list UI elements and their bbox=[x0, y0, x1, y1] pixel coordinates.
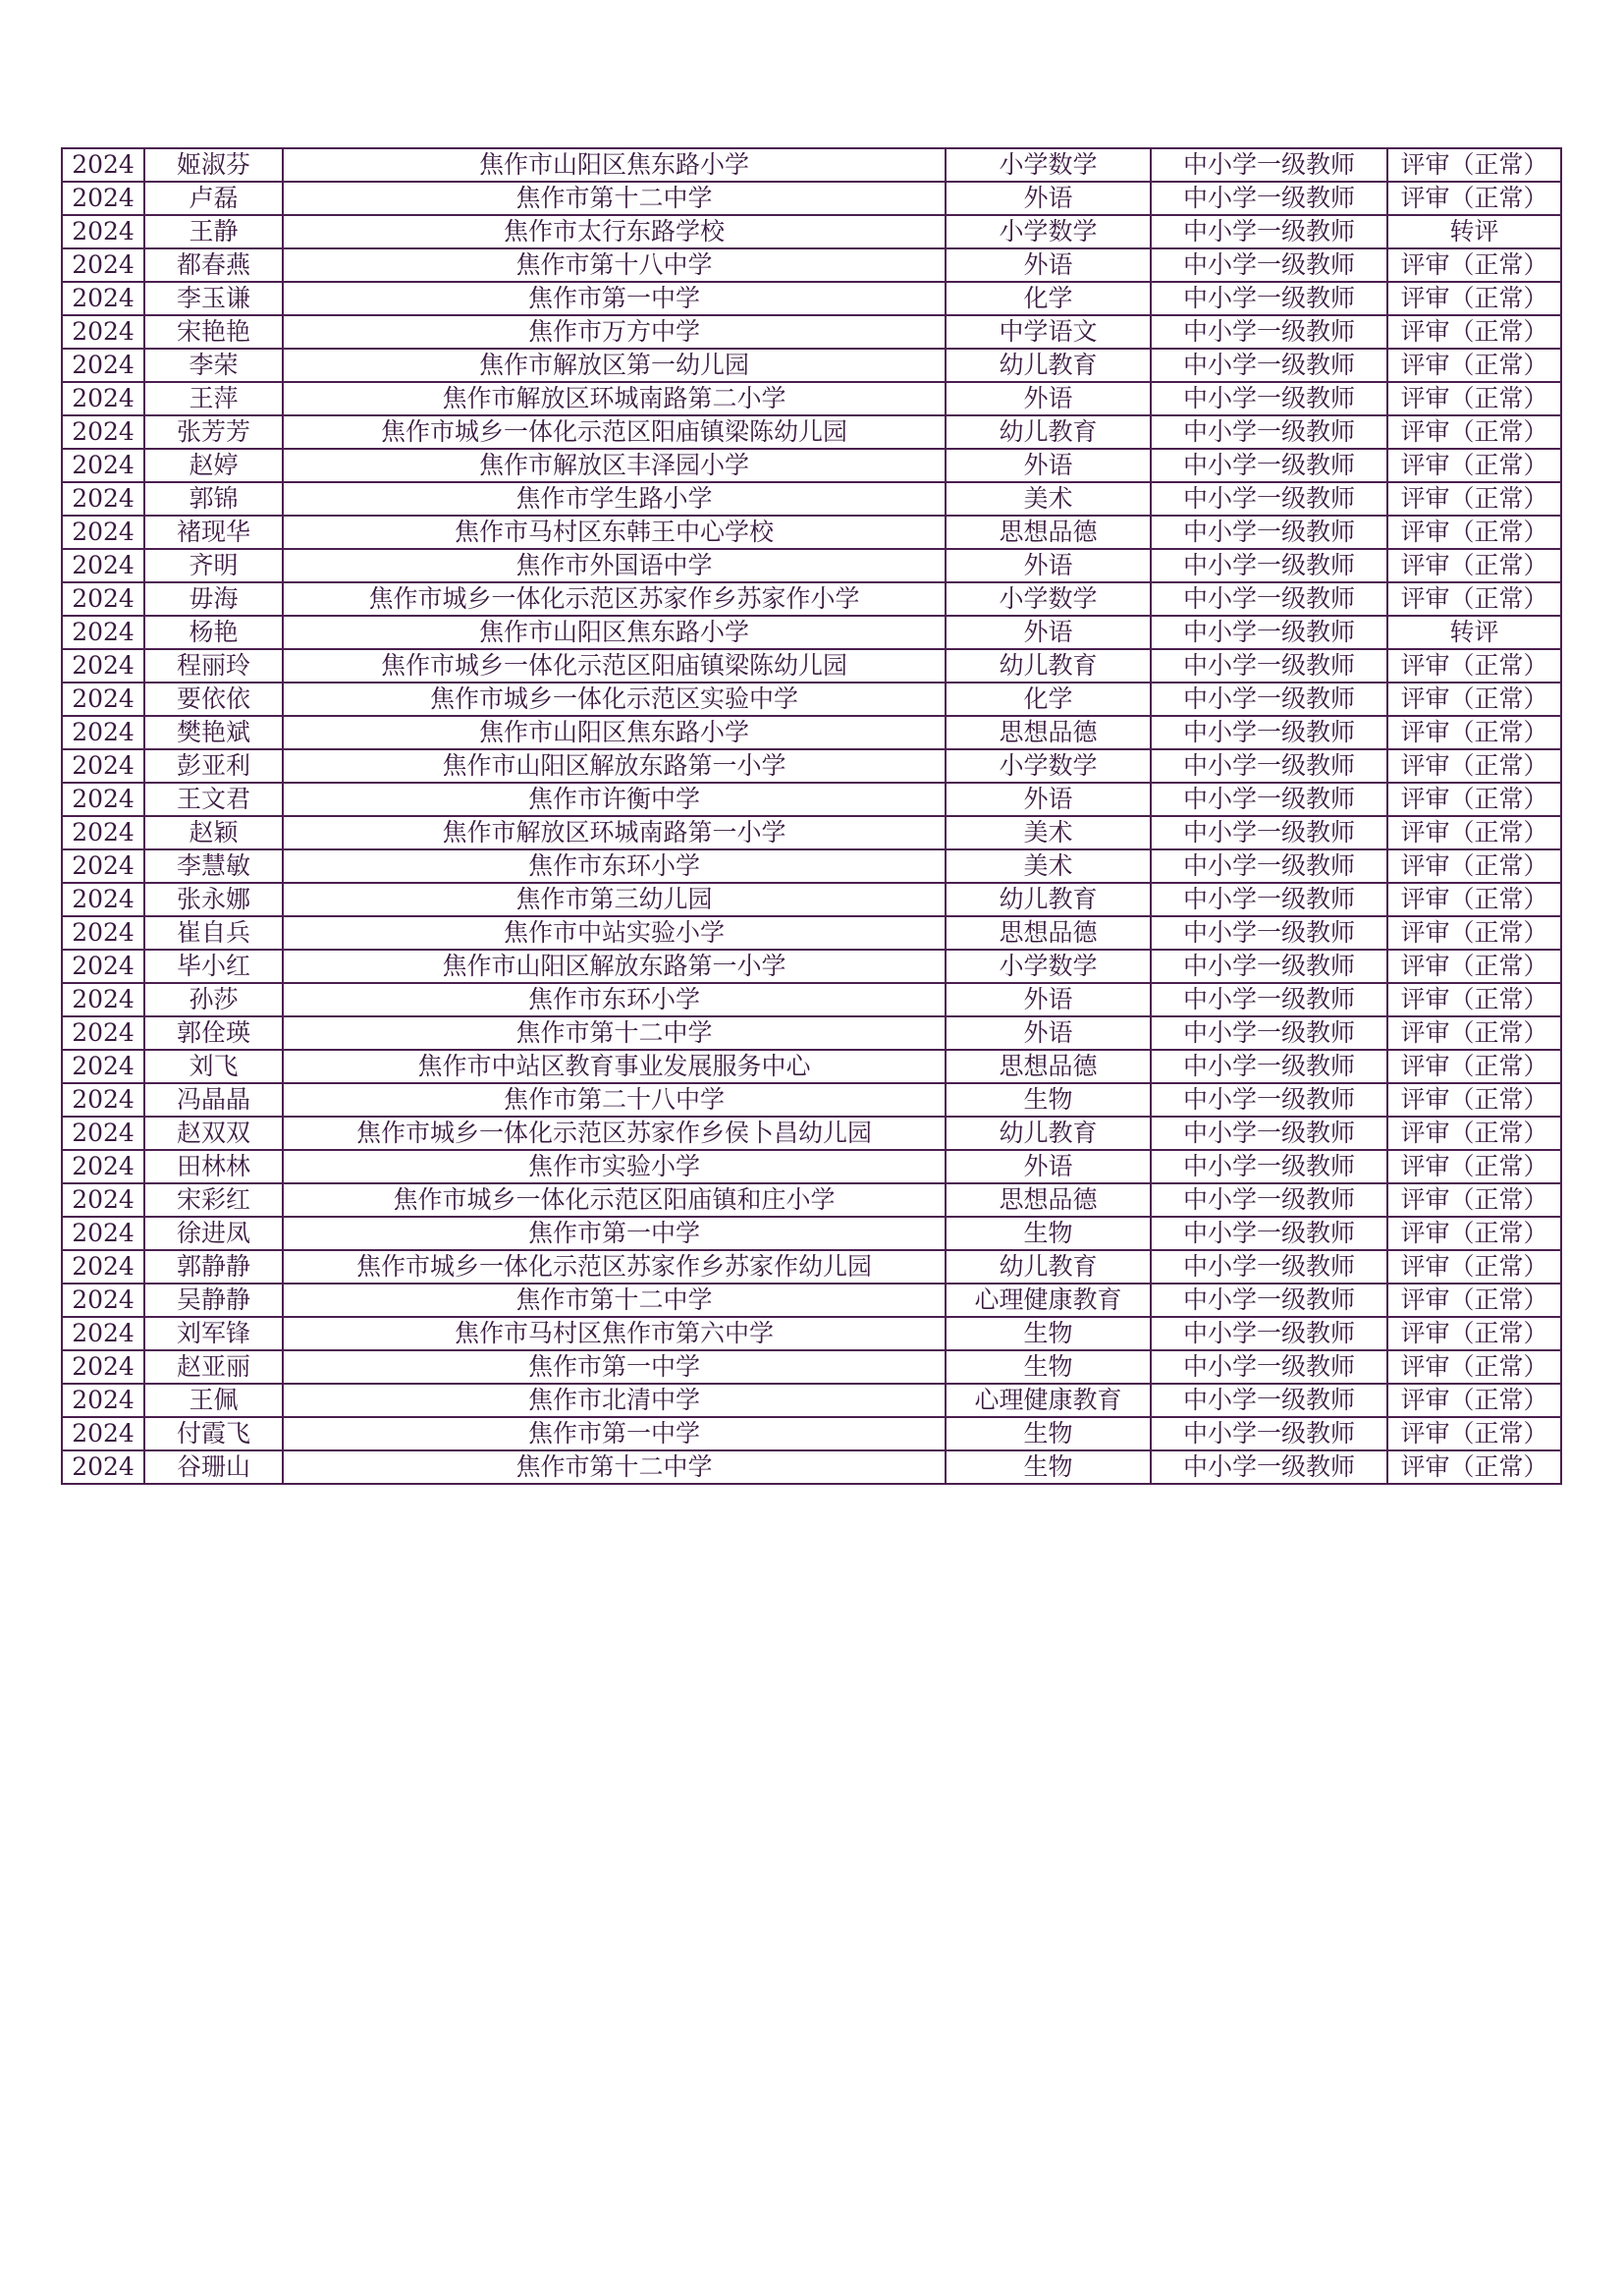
year-cell: 2024 bbox=[62, 248, 144, 282]
year-cell: 2024 bbox=[62, 1117, 144, 1150]
title-cell: 中小学一级教师 bbox=[1151, 382, 1387, 415]
subject-cell: 外语 bbox=[946, 1150, 1151, 1183]
title-cell: 中小学一级教师 bbox=[1151, 783, 1387, 816]
review-type-cell: 评审（正常） bbox=[1387, 415, 1561, 449]
table-row bbox=[62, 449, 1561, 482]
name-cell: 冯晶晶 bbox=[144, 1083, 283, 1117]
review-type-cell: 评审（正常） bbox=[1387, 182, 1561, 215]
year-cell: 2024 bbox=[62, 282, 144, 315]
school-cell: 焦作市第三幼儿园 bbox=[283, 883, 946, 916]
table-row bbox=[62, 616, 1561, 649]
name-cell: 樊艳斌 bbox=[144, 716, 283, 749]
year-cell: 2024 bbox=[62, 349, 144, 382]
year-cell: 2024 bbox=[62, 382, 144, 415]
review-type-cell: 评审（正常） bbox=[1387, 749, 1561, 783]
subject-cell: 外语 bbox=[946, 382, 1151, 415]
subject-cell: 心理健康教育 bbox=[946, 1384, 1151, 1417]
school-cell: 焦作市太行东路学校 bbox=[283, 215, 946, 248]
subject-cell: 美术 bbox=[946, 849, 1151, 883]
year-cell: 2024 bbox=[62, 549, 144, 582]
table-row bbox=[62, 1417, 1561, 1450]
table-row bbox=[62, 1183, 1561, 1217]
name-cell: 毋海 bbox=[144, 582, 283, 616]
school-cell: 焦作市山阳区解放东路第一小学 bbox=[283, 950, 946, 983]
title-cell: 中小学一级教师 bbox=[1151, 1050, 1387, 1083]
table-row bbox=[62, 1217, 1561, 1250]
table-row bbox=[62, 148, 1561, 182]
subject-cell: 思想品德 bbox=[946, 1050, 1151, 1083]
name-cell: 付霞飞 bbox=[144, 1417, 283, 1450]
school-cell: 焦作市马村区焦作市第六中学 bbox=[283, 1317, 946, 1350]
year-cell: 2024 bbox=[62, 749, 144, 783]
table-row bbox=[62, 1050, 1561, 1083]
review-type-cell: 转评 bbox=[1387, 616, 1561, 649]
title-cell: 中小学一级教师 bbox=[1151, 950, 1387, 983]
table-row bbox=[62, 883, 1561, 916]
title-cell: 中小学一级教师 bbox=[1151, 449, 1387, 482]
year-cell: 2024 bbox=[62, 215, 144, 248]
year-cell: 2024 bbox=[62, 816, 144, 849]
school-cell: 焦作市外国语中学 bbox=[283, 549, 946, 582]
subject-cell: 生物 bbox=[946, 1350, 1151, 1384]
title-cell: 中小学一级教师 bbox=[1151, 415, 1387, 449]
table-row bbox=[62, 549, 1561, 582]
subject-cell: 外语 bbox=[946, 549, 1151, 582]
year-cell: 2024 bbox=[62, 1217, 144, 1250]
review-type-cell: 评审（正常） bbox=[1387, 1217, 1561, 1250]
table-row bbox=[62, 1384, 1561, 1417]
table-row bbox=[62, 349, 1561, 382]
subject-cell: 外语 bbox=[946, 983, 1151, 1016]
title-cell: 中小学一级教师 bbox=[1151, 883, 1387, 916]
year-cell: 2024 bbox=[62, 616, 144, 649]
name-cell: 彭亚利 bbox=[144, 749, 283, 783]
review-type-cell: 评审（正常） bbox=[1387, 1317, 1561, 1350]
year-cell: 2024 bbox=[62, 849, 144, 883]
table-row bbox=[62, 215, 1561, 248]
subject-cell: 化学 bbox=[946, 282, 1151, 315]
subject-cell: 外语 bbox=[946, 616, 1151, 649]
table-row bbox=[62, 282, 1561, 315]
name-cell: 赵颖 bbox=[144, 816, 283, 849]
title-cell: 中小学一级教师 bbox=[1151, 1217, 1387, 1250]
name-cell: 徐进凤 bbox=[144, 1217, 283, 1250]
review-type-cell: 评审（正常） bbox=[1387, 516, 1561, 549]
table-row bbox=[62, 716, 1561, 749]
title-cell: 中小学一级教师 bbox=[1151, 315, 1387, 349]
review-type-cell: 评审（正常） bbox=[1387, 849, 1561, 883]
subject-cell: 外语 bbox=[946, 449, 1151, 482]
subject-cell: 外语 bbox=[946, 182, 1151, 215]
review-type-cell: 评审（正常） bbox=[1387, 1050, 1561, 1083]
title-cell: 中小学一级教师 bbox=[1151, 1317, 1387, 1350]
subject-cell: 生物 bbox=[946, 1217, 1151, 1250]
table-row bbox=[62, 983, 1561, 1016]
review-type-cell: 评审（正常） bbox=[1387, 649, 1561, 683]
review-type-cell: 评审（正常） bbox=[1387, 1150, 1561, 1183]
year-cell: 2024 bbox=[62, 1150, 144, 1183]
school-cell: 焦作市解放区环城南路第二小学 bbox=[283, 382, 946, 415]
review-type-cell: 评审（正常） bbox=[1387, 1350, 1561, 1384]
table-row bbox=[62, 248, 1561, 282]
title-cell: 中小学一级教师 bbox=[1151, 248, 1387, 282]
table-row bbox=[62, 749, 1561, 783]
name-cell: 宋艳艳 bbox=[144, 315, 283, 349]
title-cell: 中小学一级教师 bbox=[1151, 683, 1387, 716]
year-cell: 2024 bbox=[62, 449, 144, 482]
title-cell: 中小学一级教师 bbox=[1151, 516, 1387, 549]
name-cell: 毕小红 bbox=[144, 950, 283, 983]
review-type-cell: 评审（正常） bbox=[1387, 148, 1561, 182]
year-cell: 2024 bbox=[62, 1050, 144, 1083]
school-cell: 焦作市城乡一体化示范区阳庙镇和庄小学 bbox=[283, 1183, 946, 1217]
review-type-cell: 评审（正常） bbox=[1387, 449, 1561, 482]
title-cell: 中小学一级教师 bbox=[1151, 716, 1387, 749]
subject-cell: 小学数学 bbox=[946, 215, 1151, 248]
review-type-cell: 评审（正常） bbox=[1387, 1016, 1561, 1050]
table-row bbox=[62, 315, 1561, 349]
school-cell: 焦作市万方中学 bbox=[283, 315, 946, 349]
title-cell: 中小学一级教师 bbox=[1151, 1183, 1387, 1217]
school-cell: 焦作市解放区第一幼儿园 bbox=[283, 349, 946, 382]
school-cell: 焦作市城乡一体化示范区苏家作乡苏家作小学 bbox=[283, 582, 946, 616]
name-cell: 王佩 bbox=[144, 1384, 283, 1417]
year-cell: 2024 bbox=[62, 683, 144, 716]
name-cell: 李玉谦 bbox=[144, 282, 283, 315]
school-cell: 焦作市第二十八中学 bbox=[283, 1083, 946, 1117]
subject-cell: 外语 bbox=[946, 248, 1151, 282]
year-cell: 2024 bbox=[62, 1350, 144, 1384]
school-cell: 焦作市实验小学 bbox=[283, 1150, 946, 1183]
name-cell: 郭静静 bbox=[144, 1250, 283, 1284]
review-type-cell: 评审（正常） bbox=[1387, 716, 1561, 749]
school-cell: 焦作市第一中学 bbox=[283, 1417, 946, 1450]
table-row bbox=[62, 1117, 1561, 1150]
title-cell: 中小学一级教师 bbox=[1151, 1384, 1387, 1417]
title-cell: 中小学一级教师 bbox=[1151, 1117, 1387, 1150]
school-cell: 焦作市北清中学 bbox=[283, 1384, 946, 1417]
year-cell: 2024 bbox=[62, 582, 144, 616]
school-cell: 焦作市山阳区焦东路小学 bbox=[283, 616, 946, 649]
year-cell: 2024 bbox=[62, 950, 144, 983]
table-row bbox=[62, 849, 1561, 883]
review-type-cell: 评审（正常） bbox=[1387, 248, 1561, 282]
table-row bbox=[62, 1016, 1561, 1050]
school-cell: 焦作市山阳区焦东路小学 bbox=[283, 716, 946, 749]
title-cell: 中小学一级教师 bbox=[1151, 482, 1387, 516]
title-cell: 中小学一级教师 bbox=[1151, 549, 1387, 582]
year-cell: 2024 bbox=[62, 983, 144, 1016]
title-cell: 中小学一级教师 bbox=[1151, 1284, 1387, 1317]
table-row bbox=[62, 415, 1561, 449]
year-cell: 2024 bbox=[62, 1250, 144, 1284]
name-cell: 刘军锋 bbox=[144, 1317, 283, 1350]
title-cell: 中小学一级教师 bbox=[1151, 916, 1387, 950]
school-cell: 焦作市第十二中学 bbox=[283, 1284, 946, 1317]
subject-cell: 生物 bbox=[946, 1083, 1151, 1117]
table-row bbox=[62, 916, 1561, 950]
name-cell: 程丽玲 bbox=[144, 649, 283, 683]
subject-cell: 思想品德 bbox=[946, 1183, 1151, 1217]
review-type-cell: 评审（正常） bbox=[1387, 1384, 1561, 1417]
subject-cell: 外语 bbox=[946, 783, 1151, 816]
review-type-cell: 评审（正常） bbox=[1387, 1284, 1561, 1317]
review-type-cell: 评审（正常） bbox=[1387, 582, 1561, 616]
review-type-cell: 评审（正常） bbox=[1387, 916, 1561, 950]
review-type-cell: 评审（正常） bbox=[1387, 549, 1561, 582]
subject-cell: 小学数学 bbox=[946, 749, 1151, 783]
table-row bbox=[62, 1450, 1561, 1484]
subject-cell: 美术 bbox=[946, 816, 1151, 849]
school-cell: 焦作市解放区环城南路第一小学 bbox=[283, 816, 946, 849]
name-cell: 卢磊 bbox=[144, 182, 283, 215]
title-cell: 中小学一级教师 bbox=[1151, 215, 1387, 248]
title-cell: 中小学一级教师 bbox=[1151, 1450, 1387, 1484]
year-cell: 2024 bbox=[62, 148, 144, 182]
subject-cell: 小学数学 bbox=[946, 582, 1151, 616]
school-cell: 焦作市城乡一体化示范区阳庙镇梁陈幼儿园 bbox=[283, 649, 946, 683]
year-cell: 2024 bbox=[62, 1450, 144, 1484]
review-type-cell: 评审（正常） bbox=[1387, 482, 1561, 516]
school-cell: 焦作市山阳区解放东路第一小学 bbox=[283, 749, 946, 783]
school-cell: 焦作市城乡一体化示范区阳庙镇梁陈幼儿园 bbox=[283, 415, 946, 449]
review-type-cell: 评审（正常） bbox=[1387, 282, 1561, 315]
school-cell: 焦作市学生路小学 bbox=[283, 482, 946, 516]
table-row bbox=[62, 182, 1561, 215]
subject-cell: 外语 bbox=[946, 1016, 1151, 1050]
subject-cell: 幼儿教育 bbox=[946, 883, 1151, 916]
year-cell: 2024 bbox=[62, 916, 144, 950]
school-cell: 焦作市马村区东韩王中心学校 bbox=[283, 516, 946, 549]
table-body bbox=[62, 148, 1561, 1484]
title-cell: 中小学一级教师 bbox=[1151, 349, 1387, 382]
review-type-cell: 评审（正常） bbox=[1387, 382, 1561, 415]
year-cell: 2024 bbox=[62, 516, 144, 549]
year-cell: 2024 bbox=[62, 1417, 144, 1450]
year-cell: 2024 bbox=[62, 482, 144, 516]
year-cell: 2024 bbox=[62, 716, 144, 749]
name-cell: 齐明 bbox=[144, 549, 283, 582]
review-type-cell: 评审（正常） bbox=[1387, 315, 1561, 349]
name-cell: 谷珊山 bbox=[144, 1450, 283, 1484]
table-row bbox=[62, 1250, 1561, 1284]
review-type-cell: 评审（正常） bbox=[1387, 1417, 1561, 1450]
table-row bbox=[62, 950, 1561, 983]
subject-cell: 生物 bbox=[946, 1417, 1151, 1450]
school-cell: 焦作市第一中学 bbox=[283, 1217, 946, 1250]
school-cell: 焦作市中站实验小学 bbox=[283, 916, 946, 950]
name-cell: 张永娜 bbox=[144, 883, 283, 916]
year-cell: 2024 bbox=[62, 1083, 144, 1117]
title-cell: 中小学一级教师 bbox=[1151, 983, 1387, 1016]
name-cell: 姬淑芬 bbox=[144, 148, 283, 182]
subject-cell: 生物 bbox=[946, 1317, 1151, 1350]
title-cell: 中小学一级教师 bbox=[1151, 1417, 1387, 1450]
year-cell: 2024 bbox=[62, 315, 144, 349]
subject-cell: 幼儿教育 bbox=[946, 1250, 1151, 1284]
title-cell: 中小学一级教师 bbox=[1151, 1016, 1387, 1050]
title-cell: 中小学一级教师 bbox=[1151, 616, 1387, 649]
subject-cell: 小学数学 bbox=[946, 148, 1151, 182]
review-type-cell: 评审（正常） bbox=[1387, 1450, 1561, 1484]
review-type-cell: 评审（正常） bbox=[1387, 349, 1561, 382]
title-cell: 中小学一级教师 bbox=[1151, 1350, 1387, 1384]
year-cell: 2024 bbox=[62, 1317, 144, 1350]
name-cell: 赵亚丽 bbox=[144, 1350, 283, 1384]
review-type-cell: 评审（正常） bbox=[1387, 683, 1561, 716]
review-type-cell: 转评 bbox=[1387, 215, 1561, 248]
name-cell: 刘飞 bbox=[144, 1050, 283, 1083]
name-cell: 张芳芳 bbox=[144, 415, 283, 449]
name-cell: 李荣 bbox=[144, 349, 283, 382]
subject-cell: 中学语文 bbox=[946, 315, 1151, 349]
table-row bbox=[62, 382, 1561, 415]
school-cell: 焦作市第一中学 bbox=[283, 282, 946, 315]
subject-cell: 思想品德 bbox=[946, 516, 1151, 549]
school-cell: 焦作市东环小学 bbox=[283, 983, 946, 1016]
school-cell: 焦作市城乡一体化示范区苏家作乡侯卜昌幼儿园 bbox=[283, 1117, 946, 1150]
name-cell: 褚现华 bbox=[144, 516, 283, 549]
name-cell: 郭锦 bbox=[144, 482, 283, 516]
school-cell: 焦作市许衡中学 bbox=[283, 783, 946, 816]
title-cell: 中小学一级教师 bbox=[1151, 1150, 1387, 1183]
table-row bbox=[62, 1150, 1561, 1183]
school-cell: 焦作市第十二中学 bbox=[283, 1450, 946, 1484]
school-cell: 焦作市东环小学 bbox=[283, 849, 946, 883]
year-cell: 2024 bbox=[62, 1384, 144, 1417]
subject-cell: 思想品德 bbox=[946, 916, 1151, 950]
year-cell: 2024 bbox=[62, 1183, 144, 1217]
school-cell: 焦作市第十八中学 bbox=[283, 248, 946, 282]
name-cell: 要依依 bbox=[144, 683, 283, 716]
teacher-list-table bbox=[61, 147, 1562, 1485]
school-cell: 焦作市第十二中学 bbox=[283, 1016, 946, 1050]
year-cell: 2024 bbox=[62, 415, 144, 449]
review-type-cell: 评审（正常） bbox=[1387, 950, 1561, 983]
subject-cell: 心理健康教育 bbox=[946, 1284, 1151, 1317]
year-cell: 2024 bbox=[62, 783, 144, 816]
subject-cell: 化学 bbox=[946, 683, 1151, 716]
review-type-cell: 评审（正常） bbox=[1387, 1183, 1561, 1217]
name-cell: 赵双双 bbox=[144, 1117, 283, 1150]
table-row bbox=[62, 1083, 1561, 1117]
school-cell: 焦作市山阳区焦东路小学 bbox=[283, 148, 946, 182]
title-cell: 中小学一级教师 bbox=[1151, 1083, 1387, 1117]
name-cell: 郭佺瑛 bbox=[144, 1016, 283, 1050]
table-row bbox=[62, 649, 1561, 683]
school-cell: 焦作市第一中学 bbox=[283, 1350, 946, 1384]
title-cell: 中小学一级教师 bbox=[1151, 816, 1387, 849]
title-cell: 中小学一级教师 bbox=[1151, 849, 1387, 883]
year-cell: 2024 bbox=[62, 649, 144, 683]
review-type-cell: 评审（正常） bbox=[1387, 1250, 1561, 1284]
title-cell: 中小学一级教师 bbox=[1151, 749, 1387, 783]
name-cell: 吴静静 bbox=[144, 1284, 283, 1317]
subject-cell: 幼儿教育 bbox=[946, 1117, 1151, 1150]
review-type-cell: 评审（正常） bbox=[1387, 1083, 1561, 1117]
table-row bbox=[62, 1284, 1561, 1317]
year-cell: 2024 bbox=[62, 1016, 144, 1050]
table-row bbox=[62, 783, 1561, 816]
school-cell: 焦作市解放区丰泽园小学 bbox=[283, 449, 946, 482]
name-cell: 田林林 bbox=[144, 1150, 283, 1183]
year-cell: 2024 bbox=[62, 1284, 144, 1317]
year-cell: 2024 bbox=[62, 182, 144, 215]
name-cell: 孙莎 bbox=[144, 983, 283, 1016]
name-cell: 崔自兵 bbox=[144, 916, 283, 950]
subject-cell: 幼儿教育 bbox=[946, 415, 1151, 449]
subject-cell: 思想品德 bbox=[946, 716, 1151, 749]
review-type-cell: 评审（正常） bbox=[1387, 1117, 1561, 1150]
name-cell: 李慧敏 bbox=[144, 849, 283, 883]
name-cell: 都春燕 bbox=[144, 248, 283, 282]
subject-cell: 生物 bbox=[946, 1450, 1151, 1484]
table-row bbox=[62, 516, 1561, 549]
subject-cell: 幼儿教育 bbox=[946, 649, 1151, 683]
table-row bbox=[62, 482, 1561, 516]
title-cell: 中小学一级教师 bbox=[1151, 1250, 1387, 1284]
school-cell: 焦作市城乡一体化示范区实验中学 bbox=[283, 683, 946, 716]
name-cell: 杨艳 bbox=[144, 616, 283, 649]
subject-cell: 美术 bbox=[946, 482, 1151, 516]
title-cell: 中小学一级教师 bbox=[1151, 582, 1387, 616]
school-cell: 焦作市中站区教育事业发展服务中心 bbox=[283, 1050, 946, 1083]
review-type-cell: 评审（正常） bbox=[1387, 983, 1561, 1016]
subject-cell: 幼儿教育 bbox=[946, 349, 1151, 382]
table-row bbox=[62, 816, 1561, 849]
table-row bbox=[62, 1317, 1561, 1350]
school-cell: 焦作市第十二中学 bbox=[283, 182, 946, 215]
review-type-cell: 评审（正常） bbox=[1387, 783, 1561, 816]
table-row bbox=[62, 582, 1561, 616]
name-cell: 赵婷 bbox=[144, 449, 283, 482]
school-cell: 焦作市城乡一体化示范区苏家作乡苏家作幼儿园 bbox=[283, 1250, 946, 1284]
review-type-cell: 评审（正常） bbox=[1387, 883, 1561, 916]
table-row bbox=[62, 683, 1561, 716]
name-cell: 宋彩红 bbox=[144, 1183, 283, 1217]
subject-cell: 小学数学 bbox=[946, 950, 1151, 983]
title-cell: 中小学一级教师 bbox=[1151, 148, 1387, 182]
year-cell: 2024 bbox=[62, 883, 144, 916]
title-cell: 中小学一级教师 bbox=[1151, 182, 1387, 215]
review-type-cell: 评审（正常） bbox=[1387, 816, 1561, 849]
title-cell: 中小学一级教师 bbox=[1151, 649, 1387, 683]
table-row bbox=[62, 1350, 1561, 1384]
name-cell: 王文君 bbox=[144, 783, 283, 816]
name-cell: 王萍 bbox=[144, 382, 283, 415]
name-cell: 王静 bbox=[144, 215, 283, 248]
title-cell: 中小学一级教师 bbox=[1151, 282, 1387, 315]
